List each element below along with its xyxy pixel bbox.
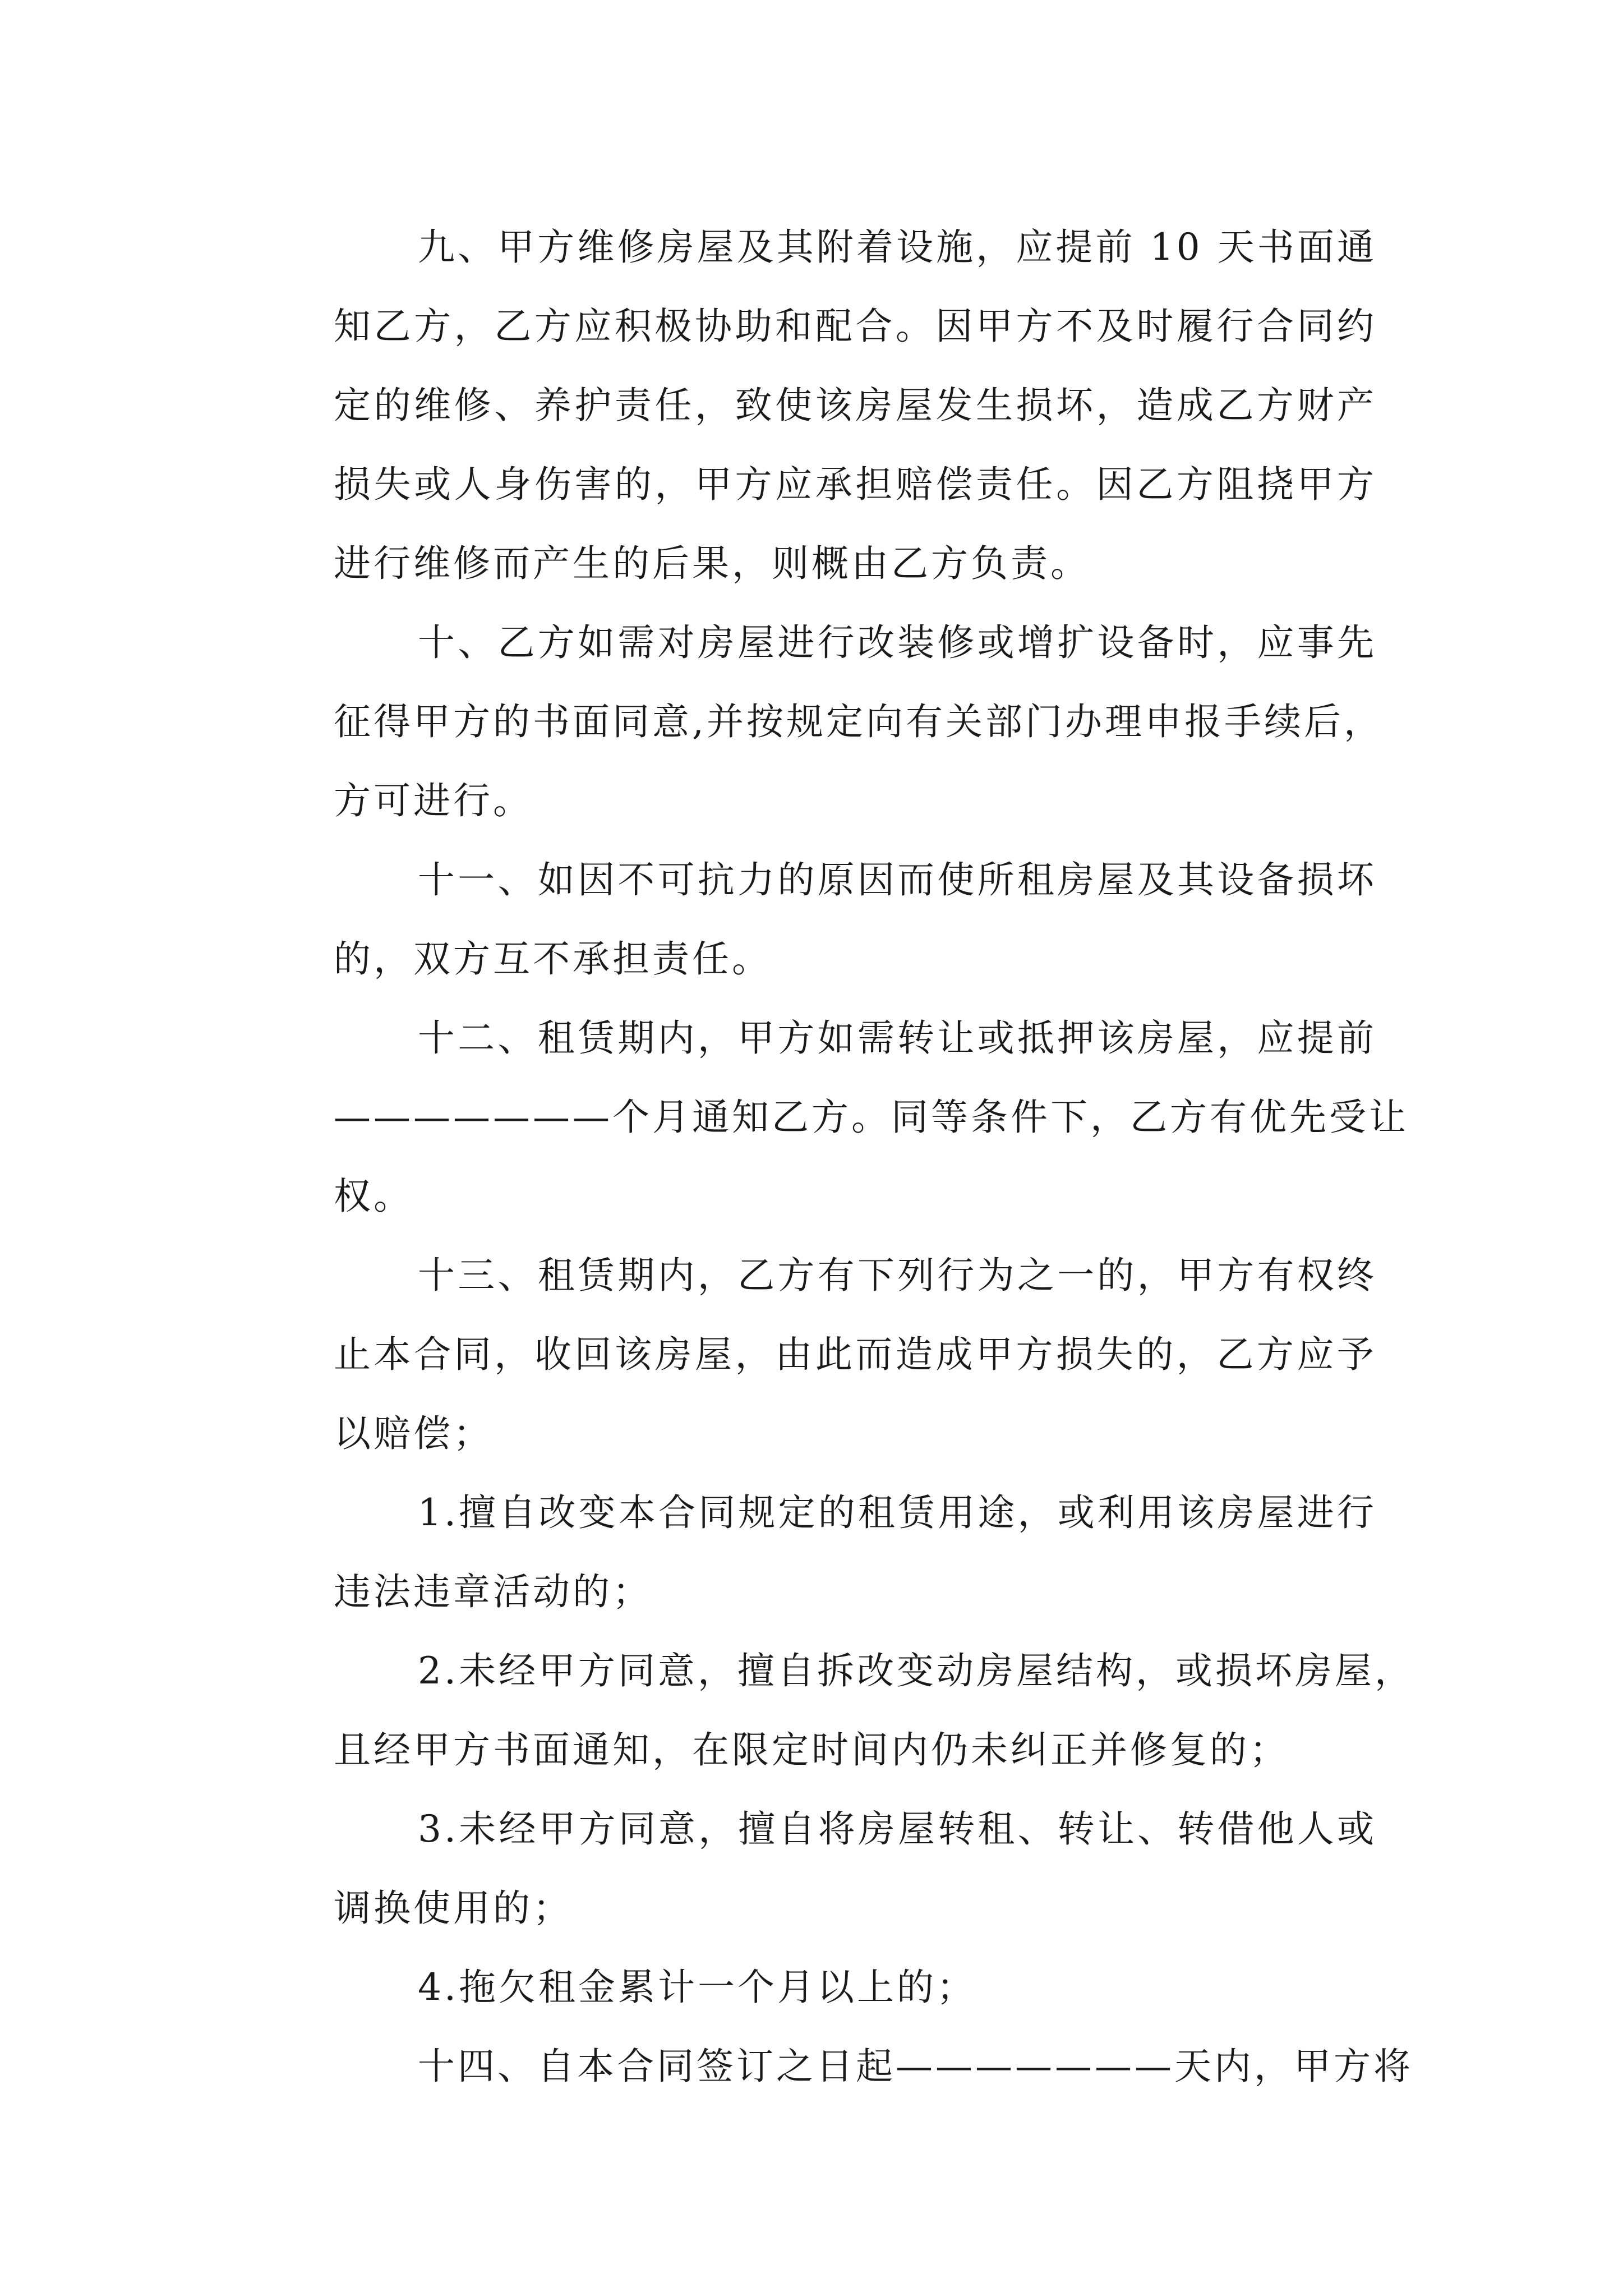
clause-13-item-2 [250,1631,1414,1789]
text-line: 4.拖欠租金累计一个月以上的； [418,1966,976,2009]
text-line: 的，双方互不承担责任。 [334,937,772,981]
text-line: 止本合同，收回该房屋，由此而造成甲方损失的，乙方应予 [334,1333,1377,1376]
text-line: 违法违章活动的； [334,1570,652,1613]
document-body [250,208,1414,2106]
clause-13-item-4 [250,1948,1377,2027]
clause-12 [250,999,1409,1236]
clause-13-item-1 [250,1473,1377,1631]
text-line: 调换使用的； [334,1887,573,1930]
clause-14 [250,2027,1413,2106]
text-line: 征得甲方的书面同意,并按规定向有关部门办理申报手续后， [334,700,1384,743]
text-line: 2.未经甲方同意，擅自拆改变动房屋结构，或损坏房屋， [418,1649,1414,1692]
text-line: 权。 [334,1175,413,1218]
text-line: 十四、自本合同签订之日起———————天内，甲方将 [418,2045,1413,2088]
text-line: 损失或人身伤害的，甲方应承担赔偿责任。因乙方阻挠甲方 [334,463,1377,506]
clause-10 [250,603,1384,840]
text-line: 十二、租赁期内，甲方如需转让或抵押该房屋，应提前 [418,1016,1377,1060]
text-line: ———————个月通知乙方。同等条件下，乙方有优先受让 [334,1096,1409,1139]
text-line: 定的维修、养护责任，致使该房屋发生损坏，造成乙方财产 [334,384,1377,427]
text-line: 以赔偿； [334,1412,493,1455]
text-line: 十三、租赁期内，乙方有下列行为之一的，甲方有权终 [418,1254,1377,1297]
text-line: 且经甲方书面通知，在限定时间内仍未纠正并修复的； [334,1728,1289,1772]
text-line: 九、甲方维修房屋及其附着设施，应提前 10 天书面通 [418,226,1377,269]
clause-11 [250,840,1377,999]
text-line: 方可进行。 [334,779,533,822]
clause-9 [250,208,1377,603]
text-line: 进行维修而产生的后果，则概由乙方负责。 [334,542,1090,585]
clause-13-item-3 [250,1789,1377,1948]
text-line: 十、乙方如需对房屋进行改装修或增扩设备时，应事先 [418,621,1377,664]
clause-13 [250,1236,1377,1473]
text-line: 知乙方，乙方应积极协助和配合。因甲方不及时履行合同约 [334,305,1377,348]
text-line: 1.擅自改变本合同规定的租赁用途，或利用该房屋进行 [418,1491,1377,1534]
text-line: 3.未经甲方同意，擅自将房屋转租、转让、转借他人或 [418,1807,1377,1851]
text-line: 十一、如因不可抗力的原因而使所租房屋及其设备损坏 [418,858,1377,901]
